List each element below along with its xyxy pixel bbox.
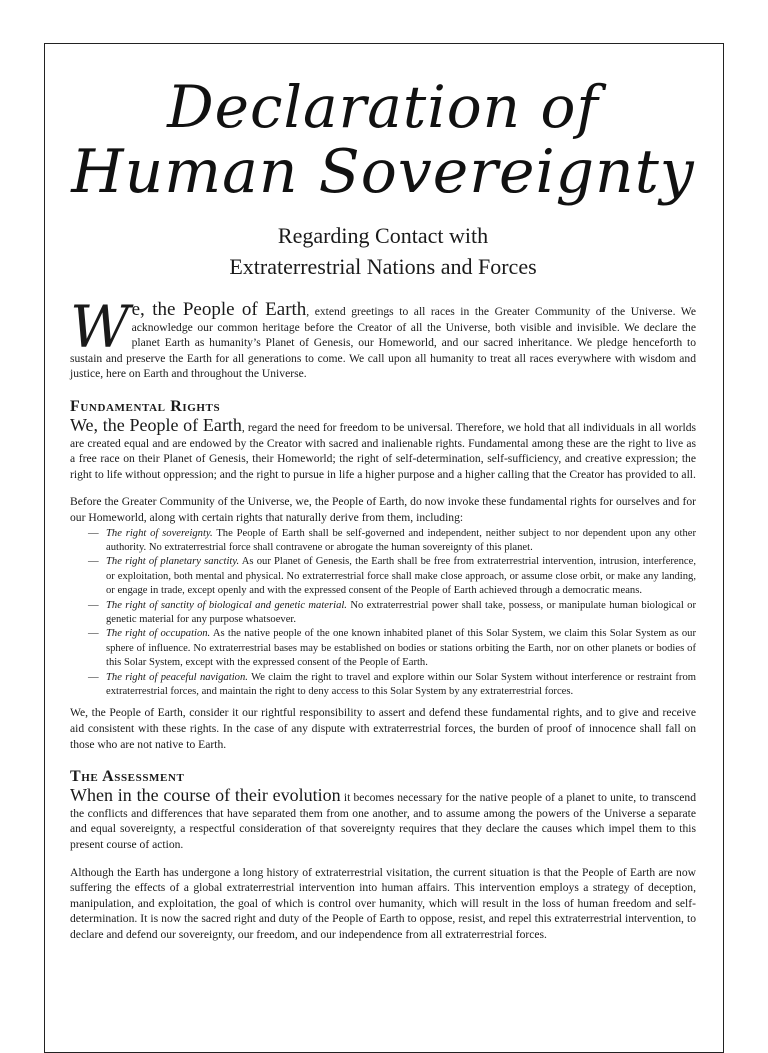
right-title: The right of occupation. (106, 628, 211, 640)
list-item (90, 671, 696, 700)
intro-lead: e, the People of Earth (131, 299, 307, 320)
right-title: The right of sanctity of biological and genetic material. (106, 599, 347, 611)
declaration-document (70, 60, 696, 943)
title-line-1: Declaration of (167, 73, 599, 141)
right-text: No extraterrestrial power shall take, possess, or manipulate human biological or genetic material for any purpose whatsoever. (106, 599, 696, 625)
right-text: As our Planet of Genesis, the Earth shall be free from extraterrestrial intervention, intrusion, interference, or exploitation, both mental and physical. No extraterrestrial force shall make close approach, or assume close orbit, or make any landing, or engage in trade, except openly and with the expressed consent of the People of Earth achieved through a democratic means. (106, 556, 696, 597)
list-item (90, 627, 696, 670)
dash-mark: — (88, 671, 99, 683)
intro-text: , extend greetings to all races in the Greater Community of the Universe. We acknowledge our common heritage before the Creator of all the Universe, both visible and invisible. We declare the planet Earth as humanity’s Planet of Genesis, our Homeworld, and our sacred inheritance. We pledge henceforth to sustain and preserve the Earth for all generations to come. We call upon all humanity to treat all races everywhere with wisdom and justice, here on Earth and throughout the Universe. (70, 305, 696, 381)
list-item (90, 527, 696, 556)
rights-paragraph-3: We, the People of Earth, consider it our rightful responsibility to assert and defend these fundamental rights, and to give and receive aid consistent with these rights. In the case of any dispute with extraterrestrial forces, the burden of proof of innocence shall fall on those who are not native to Earth. (70, 706, 696, 751)
drop-cap: W (70, 293, 130, 361)
intro-paragraph (70, 293, 696, 382)
subtitle-line-2: Extraterrestrial Nations and Forces (229, 254, 537, 279)
assessment-paragraph-2: Although the Earth has undergone a long history of extraterrestrial visitation, the current situation is that the People of Earth are now suffering the effects of a global extraterrestrial intervention into human affairs. This intervention employs a strategy of deception, manipulation, and exploitation, the goal of which is control over humanity, which will result in the loss of human freedom and self-determination. It is now the sacred right and duty of the People of Earth to oppose, resist, and repel this extraterrestrial intervention, to declare and defend our sovereignty, our freedom, and our independence from all extraterrestrial forces. (70, 865, 696, 941)
right-text: The People of Earth shall be self-governed and independent, neither subject to nor dependent upon any other authority. No extraterrestrial force shall contravene or abrogate the human sovereignty of this planet. (106, 527, 696, 553)
subtitle-line-1: Regarding Contact with (277, 223, 489, 248)
dash-mark: — (88, 556, 99, 568)
section-heading-rights: Fundamental Rights (70, 397, 221, 415)
right-title: The right of peaceful navigation. (106, 671, 248, 683)
rights-paragraph-1 (70, 414, 696, 482)
rights-lead: We, the People of Earth (70, 414, 242, 435)
title-line-2: Human Sovereignty (71, 137, 695, 207)
right-text: We claim the right to travel and explore within our Solar System without interference or restraint from extraterrestrial forces, and maintain the right to deny access to this Solar System by any extraterrestrial forces. (106, 671, 696, 697)
right-title: The right of sovereignty. (106, 527, 213, 539)
assessment-paragraph-1 (70, 785, 697, 852)
rights-p1-text: , regard the need for freedom to be universal. Therefore, we hold that all individuals in all worlds are created equal and are endowed by the Creator with sacred and inalienable rights. Fundamental among these are the right to live as a free race on their Planet of Genesis, their Homeworld; the right of self-determination, self-sufficiency, and creative expression; the right to life without oppression; and the right to pursue in life a higher purpose and a higher calling that the Creator has provided to all. (70, 420, 696, 481)
list-item (90, 555, 696, 598)
right-title: The right of planetary sanctity. (106, 556, 240, 568)
dash-mark: — (88, 527, 99, 539)
dash-mark: — (88, 599, 99, 611)
assessment-lead: When in the course of their evolution (70, 785, 341, 806)
dash-mark: — (88, 628, 99, 640)
subtitle (70, 220, 696, 282)
rights-list (70, 527, 696, 700)
section-heading-assessment: The Assessment (70, 768, 185, 786)
list-item (90, 599, 696, 628)
assessment-p1-text: it becomes necessary for the native people of a planet to unite, to transcend the conflicts and differences that have separated them from one another, and to assume among the powers of the Universe a separate and equal sovereignty, a respectful consideration of that sovereignty requires that they declare the causes which impel them to this present course of action. (70, 791, 697, 851)
rights-paragraph-2: Before the Greater Community of the Universe, we, the People of Earth, do now invoke these fundamental rights for ourselves and for our Homeworld, along with certain rights that naturally derive from them, including: (70, 495, 696, 524)
right-text: As the native people of the one known inhabited planet of this Solar System, we claim this Solar System as our sphere of influence. No extraterrestrial bases may be established on bodies or stations orbiting the Earth, nor on other planets or bodies of this Solar System, except with the expressed consent of the People of Earth. (106, 628, 697, 669)
